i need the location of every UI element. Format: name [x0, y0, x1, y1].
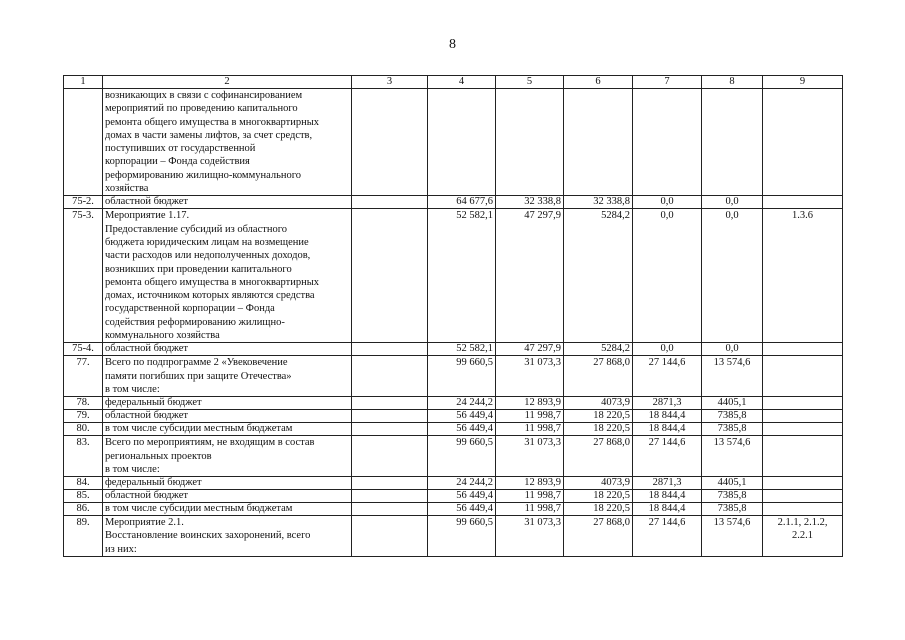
col8-value: 0,0 [702, 196, 763, 209]
col3-value [352, 196, 428, 209]
col6-value: 27 868,0 [564, 356, 633, 397]
col3-value [352, 89, 428, 196]
row-number: 75-3. [64, 209, 103, 343]
row-description [103, 196, 352, 209]
description-line: части расходов или недополученных доходов, [105, 250, 311, 262]
description-line: государственной корпорации – Фонда [105, 303, 275, 315]
col3-value [352, 503, 428, 516]
row-number [64, 89, 103, 196]
col8-value: 0,0 [702, 343, 763, 356]
description-line: возникших при проведении капитального [105, 263, 292, 275]
col7-value [633, 89, 702, 196]
col8-value: 4405,1 [702, 477, 763, 490]
col8-value: 7385,8 [702, 503, 763, 516]
table-body [64, 76, 843, 557]
row-number: 75-4. [64, 343, 103, 356]
col5-value: 31 073,3 [496, 516, 564, 557]
table-row [64, 89, 843, 196]
target-indicator-code [763, 410, 843, 423]
table-row [64, 423, 843, 436]
col7-value: 0,0 [633, 209, 702, 343]
col5-value: 31 073,3 [496, 436, 564, 477]
target-indicator-code [763, 503, 843, 516]
page-number: 8 [449, 37, 456, 52]
description-line: коммунального хозяйства [105, 330, 220, 342]
description-line: поступивших от государственной [105, 143, 256, 155]
description-line: Восстановление воинских захоронений, всего [105, 530, 311, 542]
target-indicator-code [763, 423, 843, 436]
target-indicator-code [763, 436, 843, 477]
row-description [103, 343, 352, 356]
col8-value: 13 574,6 [702, 436, 763, 477]
row-number: 83. [64, 436, 103, 477]
row-number: 85. [64, 490, 103, 503]
table-row [64, 410, 843, 423]
col6-value: 27 868,0 [564, 516, 633, 557]
col3-value [352, 477, 428, 490]
description-line: областной бюджет [105, 490, 188, 502]
description-line: памяти погибших при защите Отечества» [105, 370, 292, 382]
col4-value: 99 660,5 [428, 436, 496, 477]
description-line: домах, источником которых являются средства [105, 290, 315, 302]
description-line: из них: [105, 543, 137, 555]
col6-value: 4073,9 [564, 397, 633, 410]
col5-value: 47 297,9 [496, 209, 564, 343]
description-line: возникающих в связи с софинансированием [105, 90, 303, 101]
description-line: в том числе субсидии местным бюджетам [105, 503, 293, 515]
col3-value [352, 209, 428, 343]
row-number: 84. [64, 477, 103, 490]
col3-value [352, 343, 428, 356]
row-description [103, 356, 352, 397]
row-description [103, 410, 352, 423]
description-line: в том числе: [105, 383, 160, 395]
description-line: Мероприятие 2.1. [105, 517, 184, 529]
header-cell: 2 [103, 76, 352, 89]
col5-value: 11 998,7 [496, 503, 564, 516]
col7-value: 18 844,4 [633, 410, 702, 423]
description-line: областной бюджет [105, 343, 188, 355]
description-line: содействия реформированию жилищно- [105, 316, 285, 328]
col8-value: 7385,8 [702, 490, 763, 503]
col6-value: 18 220,5 [564, 503, 633, 516]
description-line: хозяйства [105, 183, 149, 195]
row-description [103, 89, 352, 196]
col8-value: 4405,1 [702, 397, 763, 410]
table-row [64, 209, 843, 343]
col6-value: 18 220,5 [564, 490, 633, 503]
col5-value: 12 893,9 [496, 477, 564, 490]
col7-value: 18 844,4 [633, 503, 702, 516]
description-line: реформированию жилищно-коммунального [105, 169, 302, 181]
header-cell: 8 [702, 76, 763, 89]
col7-value: 0,0 [633, 343, 702, 356]
col3-value [352, 516, 428, 557]
row-number: 75-2. [64, 196, 103, 209]
table-row [64, 503, 843, 516]
col3-value [352, 436, 428, 477]
table-row [64, 516, 843, 557]
col8-value [702, 89, 763, 196]
col4-value [428, 89, 496, 196]
col4-value: 56 449,4 [428, 490, 496, 503]
row-number: 89. [64, 516, 103, 557]
col6-value: 18 220,5 [564, 423, 633, 436]
col4-value: 52 582,1 [428, 343, 496, 356]
description-line: ремонта общего имущества в многоквартирных [105, 276, 320, 288]
col8-value: 7385,8 [702, 423, 763, 436]
col8-value: 0,0 [702, 209, 763, 343]
col7-value: 27 144,6 [633, 436, 702, 477]
row-description [103, 516, 352, 557]
col4-value: 64 677,6 [428, 196, 496, 209]
col6-value: 5284,2 [564, 343, 633, 356]
col5-value: 11 998,7 [496, 410, 564, 423]
col5-value [496, 89, 564, 196]
col6-value: 27 868,0 [564, 436, 633, 477]
col4-value: 56 449,4 [428, 503, 496, 516]
col6-value: 32 338,8 [564, 196, 633, 209]
row-description [103, 209, 352, 343]
header-cell: 4 [428, 76, 496, 89]
col6-value: 18 220,5 [564, 410, 633, 423]
col7-value: 27 144,6 [633, 516, 702, 557]
target-indicator-code [763, 89, 843, 196]
table-row [64, 356, 843, 397]
col4-value: 56 449,4 [428, 423, 496, 436]
description-line: корпорации – Фонда содействия [105, 156, 250, 168]
col5-value: 12 893,9 [496, 397, 564, 410]
table-row [64, 490, 843, 503]
col8-value: 7385,8 [702, 410, 763, 423]
header-cell: 5 [496, 76, 564, 89]
col8-value: 13 574,6 [702, 516, 763, 557]
description-line: домах в части замены лифтов, за счет средств, [105, 129, 313, 141]
col4-value: 99 660,5 [428, 356, 496, 397]
col7-value: 27 144,6 [633, 356, 702, 397]
header-cell: 1 [64, 76, 103, 89]
target-indicator-code [763, 356, 843, 397]
row-description [103, 477, 352, 490]
col4-value: 52 582,1 [428, 209, 496, 343]
header-cell: 9 [763, 76, 843, 89]
description-line: федеральный бюджет [105, 397, 202, 409]
row-description [103, 503, 352, 516]
col7-value: 18 844,4 [633, 423, 702, 436]
table-header-row [64, 76, 843, 89]
col4-value: 56 449,4 [428, 410, 496, 423]
budget-table [63, 75, 843, 557]
target-indicator-code [763, 397, 843, 410]
col5-value: 31 073,3 [496, 356, 564, 397]
description-line: бюджета юридическим лицам на возмещение [105, 236, 309, 248]
col6-value [564, 89, 633, 196]
description-line: мероприятий по проведению капитального [105, 103, 298, 115]
target-indicator-code [763, 490, 843, 503]
description-line: региональных проектов [105, 450, 212, 462]
description-line: в том числе субсидии местным бюджетам [105, 423, 293, 435]
col3-value [352, 356, 428, 397]
target-indicator-code: 1.3.6 [763, 209, 843, 343]
target-indicator-code [763, 477, 843, 490]
col3-value [352, 397, 428, 410]
header-cell: 3 [352, 76, 428, 89]
col7-value: 2871,3 [633, 397, 702, 410]
col5-value: 32 338,8 [496, 196, 564, 209]
col7-value: 18 844,4 [633, 490, 702, 503]
description-line: федеральный бюджет [105, 477, 202, 489]
col4-value: 24 244,2 [428, 477, 496, 490]
col8-value: 13 574,6 [702, 356, 763, 397]
table-row [64, 436, 843, 477]
description-line: областной бюджет [105, 196, 188, 208]
col4-value: 24 244,2 [428, 397, 496, 410]
col3-value [352, 423, 428, 436]
target-indicator-code [763, 196, 843, 209]
col6-value: 5284,2 [564, 209, 633, 343]
table-row [64, 397, 843, 410]
col6-value: 4073,9 [564, 477, 633, 490]
row-number: 78. [64, 397, 103, 410]
description-line: Мероприятие 1.17. [105, 210, 190, 222]
description-line: в том числе: [105, 463, 160, 475]
header-cell: 6 [564, 76, 633, 89]
table-row [64, 477, 843, 490]
description-line: ремонта общего имущества в многоквартирных [105, 116, 320, 128]
col7-value: 0,0 [633, 196, 702, 209]
table-row [64, 196, 843, 209]
table-row [64, 343, 843, 356]
description-line: областной бюджет [105, 410, 188, 422]
row-number: 80. [64, 423, 103, 436]
row-number: 86. [64, 503, 103, 516]
col5-value: 11 998,7 [496, 490, 564, 503]
col5-value: 11 998,7 [496, 423, 564, 436]
col3-value [352, 490, 428, 503]
row-description [103, 436, 352, 477]
col5-value: 47 297,9 [496, 343, 564, 356]
row-number: 79. [64, 410, 103, 423]
row-description [103, 397, 352, 410]
description-line: Всего по подпрограмме 2 «Увековечение [105, 357, 288, 369]
col4-value: 99 660,5 [428, 516, 496, 557]
row-number: 77. [64, 356, 103, 397]
col3-value [352, 410, 428, 423]
row-description [103, 423, 352, 436]
description-line: Всего по мероприятиям, не входящим в состав [105, 437, 315, 449]
col7-value: 2871,3 [633, 477, 702, 490]
target-indicator-code [763, 343, 843, 356]
header-cell: 7 [633, 76, 702, 89]
description-line: Предоставление субсидий из областного [105, 223, 287, 235]
target-indicator-code: 2.1.1, 2.1.2, 2.2.1 [763, 516, 843, 557]
row-description [103, 490, 352, 503]
